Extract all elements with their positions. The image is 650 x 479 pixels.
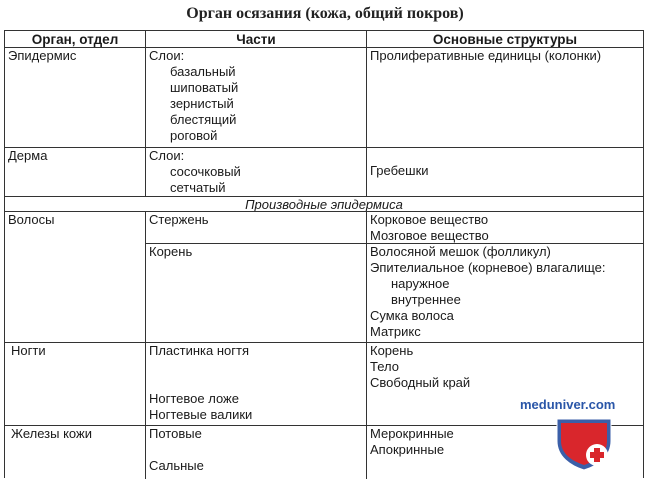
organ-label: Эпидермис [8,48,77,63]
part-label: Корень [149,244,193,259]
part-label: Ногтевое ложе [149,391,239,406]
structure-item: Корковое вещество [370,212,489,227]
structure-item: Матрикс [370,324,421,339]
layer-item: сосочковый [170,164,241,179]
sheath-item: внутреннее [391,292,461,307]
organ-label: Железы кожи [11,426,92,441]
layer-item: базальный [170,64,236,79]
sheath-item: наружное [391,276,450,291]
structure-item: Гребешки [370,163,429,178]
header-parts: Части [145,31,366,47]
table-header-row [5,31,643,47]
table-row-hair-shaft [5,211,643,243]
structure-item: Мозговое вещество [370,228,489,243]
structure-item: Волосяной мешок (фолликул) [370,244,551,259]
part-label: Ногтевые валики [149,407,253,422]
organ-label: Ногти [11,343,46,358]
organ-label: Волосы [8,212,55,227]
layer-item: шиповатый [170,80,239,95]
table-row-epidermis [5,47,643,147]
part-label: Потовые [149,426,202,441]
structure-item: Эпителиальное (корневое) влагалище: [370,260,606,275]
structure-item: Корень [370,343,414,358]
header-structures: Основные структуры [366,31,643,47]
layer-item: сетчатый [170,180,226,195]
structure-item: Пролиферативные единицы (колонки) [370,48,602,63]
table-row-derma [5,147,643,196]
parts-heading: Слои: [149,148,185,163]
layer-item: блестящий [170,112,237,127]
structure-item: Тело [370,359,399,374]
table-row-hair-root [5,243,643,342]
layer-item: роговой [170,128,218,143]
page-title: Орган осязания (кожа, общий покров) [186,5,464,22]
structure-item: Мерокринные [370,426,454,441]
section-subtitle-row [5,196,643,211]
header-organ: Орган, отдел [31,32,119,47]
part-label: Сальные [149,458,204,473]
table-row-glands [5,425,643,479]
watermark: meduniver.com [520,397,616,412]
layer-item: зернистый [170,96,234,111]
part-label: Стержень [149,212,209,227]
medical-shield-icon [553,415,615,471]
structure-item: Сумка волоса [370,308,454,323]
part-label: Пластинка ногтя [149,343,250,358]
structure-item: Апокринные [370,442,445,457]
structure-item: Свободный край [370,375,471,390]
table-row-nails [5,342,643,425]
organ-label: Дерма [8,148,48,163]
parts-heading: Слои: [149,48,185,63]
section-subtitle: Производные эпидермиса [245,197,403,212]
